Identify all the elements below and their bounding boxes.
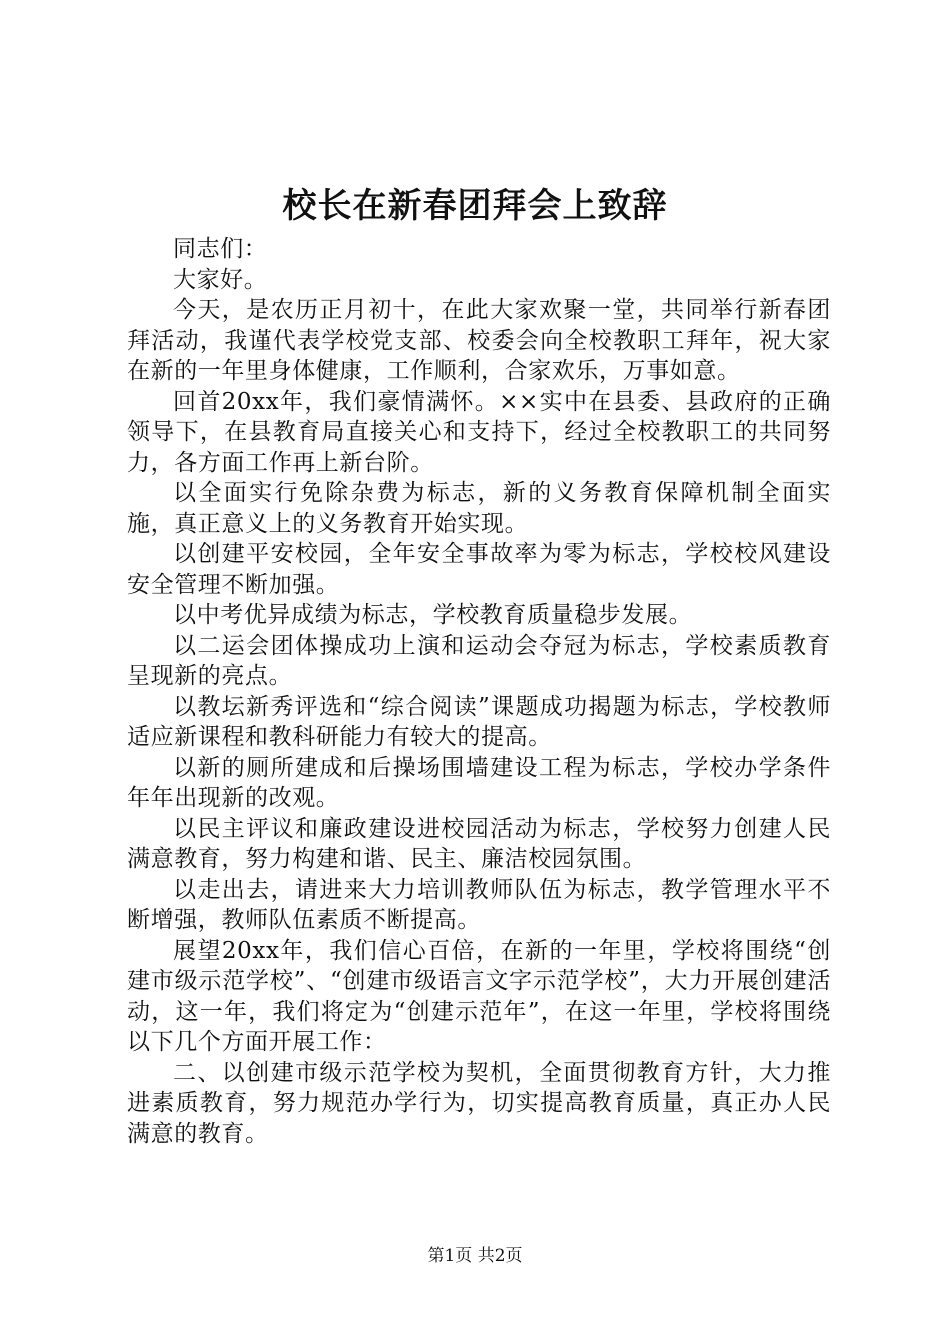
paragraph: 以新的厕所建成和后操场围墙建设工程为标志，学校办学条件年年出现新的改观。 bbox=[127, 754, 831, 811]
paragraph: 以民主评议和廉政建设进校园活动为标志，学校努力创建人民满意教育，努力构建和谐、民主、廉洁校园氛围。 bbox=[127, 815, 831, 872]
paragraph: 以全面实行免除杂费为标志，新的义务教育保障机制全面实施，真正意义上的义务教育开始实现。 bbox=[127, 480, 831, 537]
paragraph-greeting: 大家好。 bbox=[173, 266, 268, 293]
paragraph: 展望20xx年，我们信心百倍，在新的一年里，学校将围绕“创建市级示范学校”、“创建市级语言文字示范学校”，大力开展创建活动，这一年，我们将定为“创建示范年”，在这一年里，学校将围绕以下几个方面开展工作： bbox=[127, 937, 831, 1055]
paragraph: 今天，是农历正月初十，在此大家欢聚一堂，共同举行新春团拜活动，我谨代表学校党支部、校委会向全校教职工拜年，祝大家在新的一年里身体健康，工作顺利，合家欢乐，万事如意。 bbox=[127, 297, 831, 384]
paragraph: 以走出去，请进来大力培训教师队伍为标志，教学管理水平不断增强，教师队伍素质不断提高。 bbox=[127, 876, 831, 933]
document-body bbox=[127, 234, 831, 1149]
paragraph: 回首20xx年，我们豪情满怀。××实中在县委、县政府的正确领导下，在县教育局直接关心和支持下，经过全校教职工的共同努力，各方面工作再上新台阶。 bbox=[127, 388, 831, 476]
page-number-footer: 第1页 共2页 bbox=[427, 1246, 523, 1266]
paragraph: 以中考优异成绩为标志，学校教育质量稳步发展。 bbox=[173, 602, 693, 628]
paragraph-salutation: 同志们： bbox=[173, 236, 268, 262]
paragraph: 以二运会团体操成功上演和运动会夺冠为标志，学校素质教育呈现新的亮点。 bbox=[127, 632, 831, 689]
paragraph: 以创建平安校园，全年安全事故率为零为标志，学校校风建设安全管理不断加强。 bbox=[127, 541, 831, 598]
paragraph: 二、以创建市级示范学校为契机，全面贯彻教育方针，大力推进素质教育，努力规范办学行为，切实提高教育质量，真正办人民满意的教育。 bbox=[127, 1059, 831, 1147]
document-title: 校长在新春团拜会上致辞 bbox=[282, 186, 668, 226]
paragraph: 以教坛新秀评选和“综合阅读”课题成功揭题为标志，学校教师适应新课程和教科研能力有较大的提高。 bbox=[127, 693, 831, 750]
